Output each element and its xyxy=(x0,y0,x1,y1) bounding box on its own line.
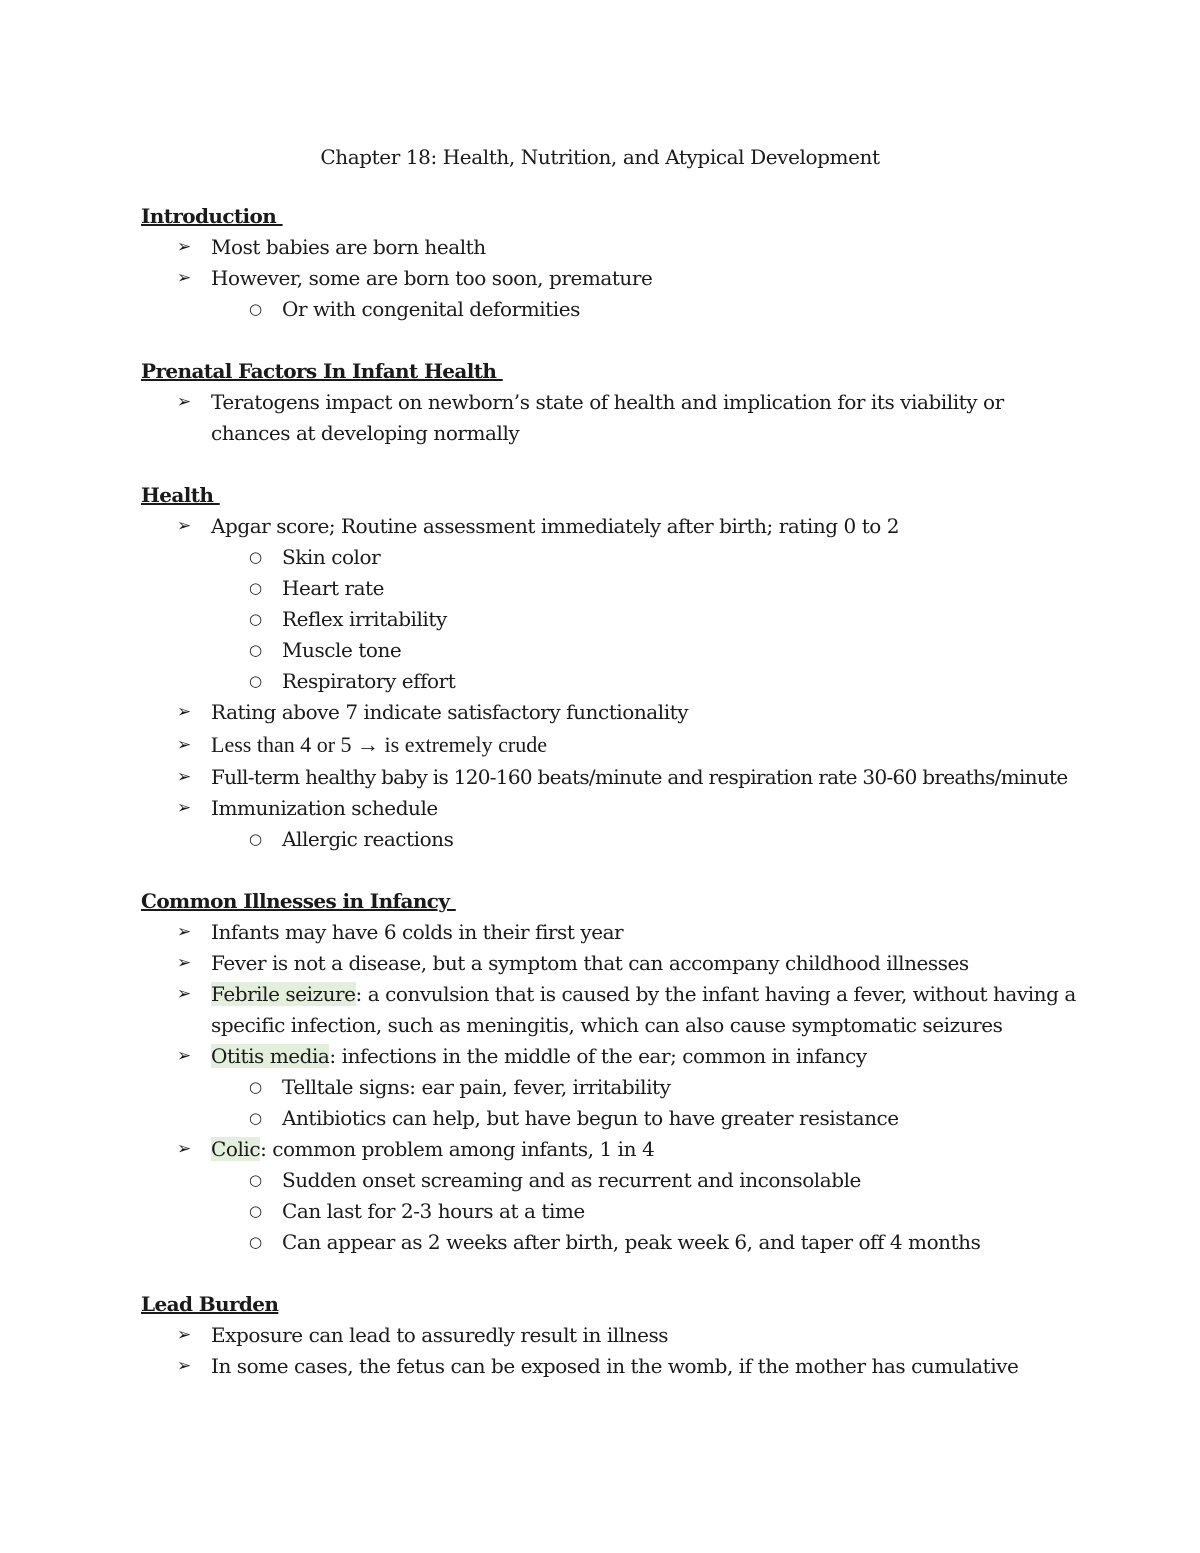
sub-bullet-text: Can appear as 2 weeks after birth, peak week 6, and taper off 4 months xyxy=(282,1230,981,1254)
bullet-item xyxy=(141,979,1081,1041)
sub-bullet-text: Can last for 2-3 hours at a time xyxy=(282,1199,585,1223)
circle-bullet-icon: ○ xyxy=(249,672,262,690)
arrow-bullet-icon: ➢ xyxy=(177,953,191,973)
sub-bullet-item xyxy=(141,294,1081,325)
bullet-item xyxy=(141,762,1081,793)
sub-bullet-text: Or with congenital deformities xyxy=(282,297,580,321)
bullet-text: Immunization schedule xyxy=(211,796,438,820)
bullet-item xyxy=(141,1134,1081,1165)
bullet-text: Less than 4 or 5 → is extremely crude xyxy=(211,732,548,757)
arrow-bullet-icon: ➢ xyxy=(177,1139,191,1159)
sub-bullet-item xyxy=(141,1227,1081,1258)
sub-bullet-item xyxy=(141,635,1081,666)
bullet-text: Full-term healthy baby is 120-160 beats/minute and respiration rate 30-60 breaths/minute xyxy=(211,765,1068,789)
sub-bullet-item xyxy=(141,1196,1081,1227)
circle-bullet-icon: ○ xyxy=(249,1078,262,1096)
bullet-text: Fever is not a disease, but a symptom that can accompany childhood illnesses xyxy=(211,951,969,975)
bullet-item xyxy=(141,387,1081,449)
bullet-text: : infections in the middle of the ear; common in infancy xyxy=(329,1044,867,1068)
sub-bullet-text: Heart rate xyxy=(282,576,385,600)
sub-bullet-text: Skin color xyxy=(282,545,381,569)
sub-bullet-item xyxy=(141,604,1081,635)
bullet-item xyxy=(141,511,1081,542)
bullet-item xyxy=(141,917,1081,948)
circle-bullet-icon: ○ xyxy=(249,1171,262,1189)
sub-bullet-item xyxy=(141,1103,1081,1134)
sub-bullet-text: Telltale signs: ear pain, fever, irritability xyxy=(282,1075,671,1099)
arrow-bullet-icon: ➢ xyxy=(177,767,191,787)
arrow-bullet-icon: ➢ xyxy=(177,984,191,1004)
bullet-item xyxy=(141,1320,1081,1351)
sub-bullet-text: Allergic reactions xyxy=(282,827,454,851)
notes-body xyxy=(141,201,1081,1382)
arrow-bullet-icon: ➢ xyxy=(177,1325,191,1345)
bullet-item xyxy=(141,232,1081,263)
arrow-bullet-icon: ➢ xyxy=(177,798,191,818)
sub-bullet-text: Respiratory effort xyxy=(282,669,456,693)
bullet-text: : a convulsion that is caused by the infant having a fever, without having a specific infection, such as meningitis, which can also cause symptomatic seizures xyxy=(211,982,1076,1037)
circle-bullet-icon: ○ xyxy=(249,641,262,659)
sub-bullet-item xyxy=(141,1165,1081,1196)
circle-bullet-icon: ○ xyxy=(249,830,262,848)
bullet-item xyxy=(141,697,1081,728)
sub-bullet-text: Antibiotics can help, but have begun to have greater resistance xyxy=(282,1106,899,1130)
sub-bullet-item xyxy=(141,542,1081,573)
circle-bullet-icon: ○ xyxy=(249,548,262,566)
bullet-text: Infants may have 6 colds in their first year xyxy=(211,920,624,944)
highlighted-term: Febrile seizure xyxy=(211,982,356,1006)
sub-bullet-item xyxy=(141,824,1081,855)
section-heading-health: Health xyxy=(141,483,220,507)
sub-bullet-item xyxy=(141,666,1081,697)
circle-bullet-icon: ○ xyxy=(249,300,262,318)
circle-bullet-icon: ○ xyxy=(249,1233,262,1251)
section-heading-introduction: Introduction xyxy=(141,204,283,228)
bullet-text: In some cases, the fetus can be exposed in the womb, if the mother has cumulative xyxy=(211,1354,1019,1378)
bullet-item xyxy=(141,1351,1081,1382)
sub-bullet-item xyxy=(141,573,1081,604)
arrow-bullet-icon: ➢ xyxy=(177,702,191,722)
bullet-text: However, some are born too soon, premature xyxy=(211,266,653,290)
bullet-item xyxy=(141,948,1081,979)
bullet-text: Rating above 7 indicate satisfactory functionality xyxy=(211,700,689,724)
bullet-text: Exposure can lead to assuredly result in illness xyxy=(211,1323,669,1347)
highlighted-term: Otitis media xyxy=(211,1044,330,1068)
bullet-text: Apgar score; Routine assessment immediately after birth; rating 0 to 2 xyxy=(211,514,900,538)
arrow-bullet-icon: ➢ xyxy=(177,1046,191,1066)
arrow-bullet-icon: ➢ xyxy=(177,516,191,536)
sub-bullet-text: Reflex irritability xyxy=(282,607,447,631)
arrow-bullet-icon: ➢ xyxy=(177,1356,191,1376)
sub-bullet-text: Sudden onset screaming and as recurrent and inconsolable xyxy=(282,1168,861,1192)
bullet-item xyxy=(141,1041,1081,1072)
arrow-bullet-icon: ➢ xyxy=(177,735,191,755)
bullet-item xyxy=(141,728,1081,762)
sub-bullet-item xyxy=(141,1072,1081,1103)
bullet-item xyxy=(141,793,1081,824)
arrow-bullet-icon: ➢ xyxy=(177,392,191,412)
circle-bullet-icon: ○ xyxy=(249,610,262,628)
bullet-item xyxy=(141,263,1081,294)
arrow-bullet-icon: ➢ xyxy=(177,237,191,257)
sub-bullet-text: Muscle tone xyxy=(282,638,402,662)
arrow-bullet-icon: ➢ xyxy=(177,268,191,288)
highlighted-term: Colic xyxy=(211,1137,261,1161)
circle-bullet-icon: ○ xyxy=(249,1202,262,1220)
section-heading-illnesses: Common Illnesses in Infancy xyxy=(141,889,456,913)
bullet-text: Most babies are born health xyxy=(211,235,486,259)
bullet-text: : common problem among infants, 1 in 4 xyxy=(260,1137,655,1161)
circle-bullet-icon: ○ xyxy=(249,1109,262,1127)
section-heading-prenatal: Prenatal Factors In Infant Health xyxy=(141,359,503,383)
section-heading-lead: Lead Burden xyxy=(141,1292,279,1316)
page-title: Chapter 18: Health, Nutrition, and Atypical Development xyxy=(320,145,880,169)
arrow-bullet-icon: ➢ xyxy=(177,922,191,942)
bullet-text: Teratogens impact on newborn’s state of health and implication for its viability or chances at developing normally xyxy=(211,390,1004,445)
circle-bullet-icon: ○ xyxy=(249,579,262,597)
